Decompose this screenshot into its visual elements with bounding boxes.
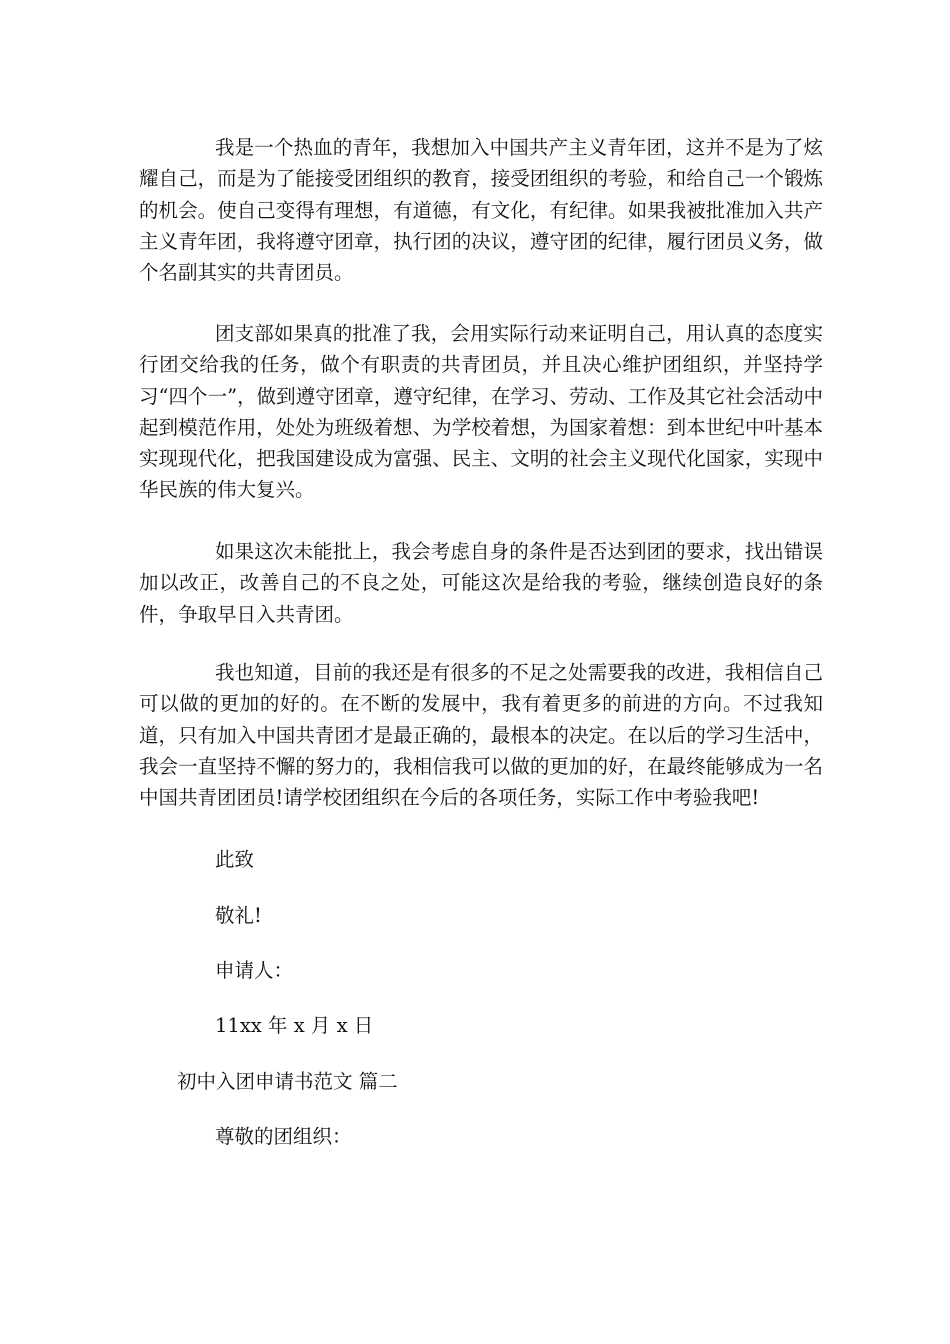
paragraph-4: 我也知道，目前的我还是有很多的不足之处需要我的改进，我相信自己可以做的更加的好的。在不断的发展中，我有着更多的前进的方向。不过我知道，只有加入中国共青团才是最正确的，最根本的决定。在以后的学习生活中，我会一直坚持不懈的努力的，我相信我可以做的更加的好，在最终能够成为一名中国共青团团员!请学校团组织在今后的各项任务，实际工作中考验我吧!: [139, 661, 823, 810]
greeting-text: 尊敬的团组织：: [215, 1125, 352, 1148]
date-line: 11xx 年 x 月 x 日: [215, 1014, 374, 1037]
paragraph-2: 团支部如果真的批准了我，会用实际行动来证明自己，用认真的态度实行团交给我的任务，做个有职责的共青团员，并且决心维护团组织，并坚持学习“四个一”，做到遵守团章，遵守纪律，在学习、劳动、工作及其它社会活动中起到模范作用，处处为班级着想、为学校着想，为国家着想：到本世纪中叶基本实现现代化，把我国建设成为富强、民主、文明的社会主义现代化国家，实现中华民族的伟大复兴。: [139, 322, 823, 502]
section-heading: 初中入团申请书范文 篇二: [177, 1070, 398, 1093]
applicant-label: 申请人：: [215, 959, 294, 982]
paragraph-3: 如果这次未能批上，我会考虑自身的条件是否达到团的要求，找出错误加以改正，改善自己的不良之处，可能这次是给我的考验，继续创造良好的条件，争取早日入共青团。: [139, 540, 823, 626]
salute-text: 敬礼!: [215, 904, 262, 927]
paragraph-1: 我是一个热血的青年，我想加入中国共产主义青年团，这并不是为了炫耀自己，而是为了能接受团组织的教育，接受团组织的考验，和给自己一个锻炼的机会。使自己变得有理想，有道德，有文化，有纪律。如果我被批准加入共产主义青年团，我将遵守团章，执行团的决议，遵守团的纪律，履行团员义务，做个名副其实的共青团员。: [139, 136, 823, 285]
closing-text: 此致: [215, 848, 255, 871]
